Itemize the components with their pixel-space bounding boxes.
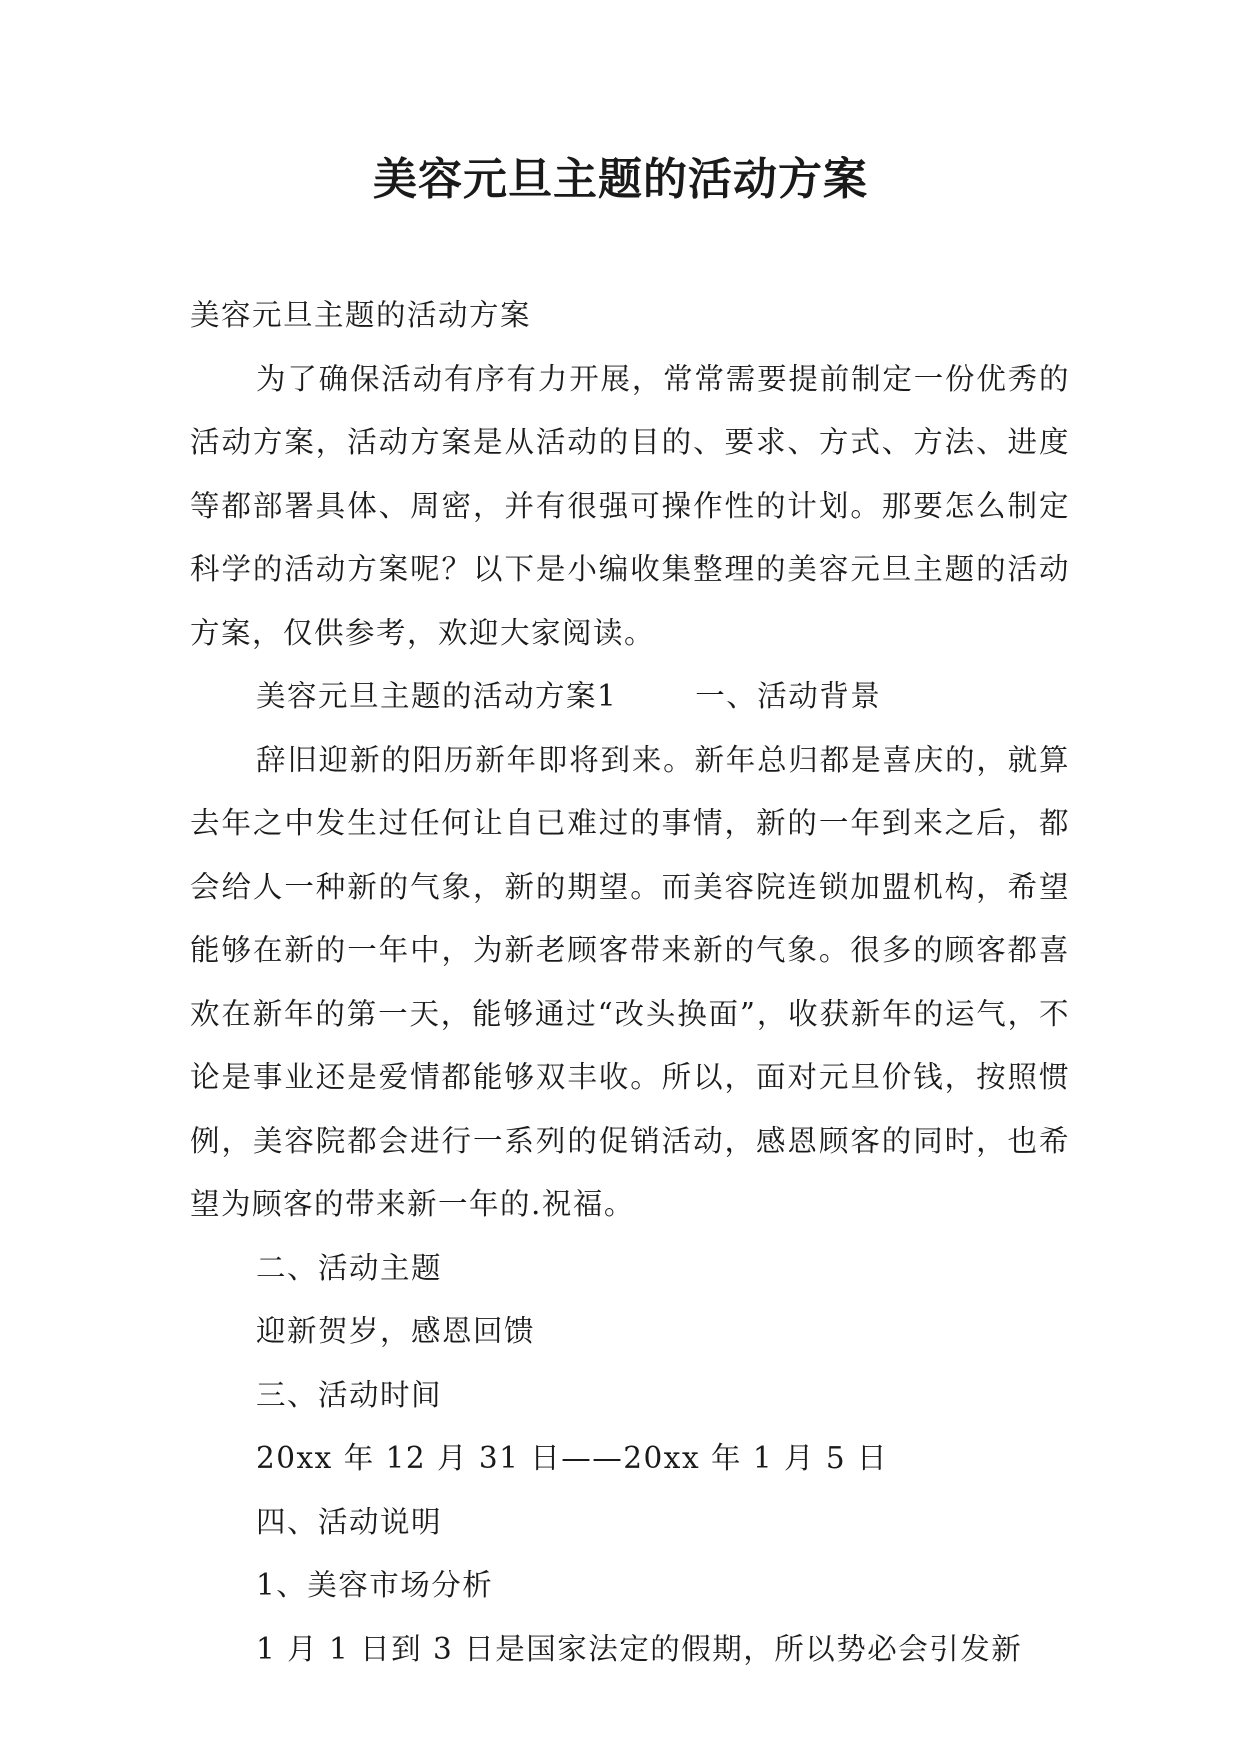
document-body [190,284,1070,1681]
document-subtitle: 美容元旦主题的活动方案 [190,298,532,332]
section2-paragraph: 迎新贺岁，感恩回馈 [256,1314,536,1348]
section4-paragraph: 1 月 1 日到 3 日是国家法定的假期，所以势必会引发新 [256,1631,1023,1666]
section3-heading: 三、活动时间 [256,1377,443,1412]
section1-paragraph: 辞旧迎新的阳历新年即将到来。新年总归都是喜庆的，就算去年之中发生过任何让自已难过的事情，新的一年到来之后，都会给人一种新的气象，新的期望。而美容院连锁加盟机构，希望能够在新的一年中，为新老顾客带来新的气象。很多的顾客都喜欢在新年的第一天，能够通过“改头换面”，收获新年的运气，不论是事业还是爱情都能够双丰收。所以，面对元旦价钱，按照惯例，美容院都会进行一系列的促销活动，感恩顾客的同时，也希望为顾客的带来新一年的.祝福。 [190,742,1070,1221]
plan-heading-line [190,665,1070,729]
section2-heading: 二、活动主题 [256,1250,443,1285]
plan-heading: 美容元旦主题的活动方案1 [256,679,618,713]
section4-subheading: 1、美容市场分析 [256,1568,494,1602]
intro-paragraph: 为了确保活动有序有力开展，常常需要提前制定一份优秀的活动方案，活动方案是从活动的目的、要求、方式、方法、进度等都部署具体、周密，并有很强可操作性的计划。那要怎么制定科学的活动方案呢？以下是小编收集整理的美容元旦主题的活动方案，仅供参考，欢迎大家阅读。 [190,361,1070,650]
section4-heading: 四、活动说明 [256,1504,443,1539]
section1-heading: 一、活动背景 [695,679,882,713]
document-title: 美容元旦主题的活动方案 [373,154,868,205]
section3-paragraph: 20xx 年 12 月 31 日——20xx 年 1 月 5 日 [256,1441,889,1475]
